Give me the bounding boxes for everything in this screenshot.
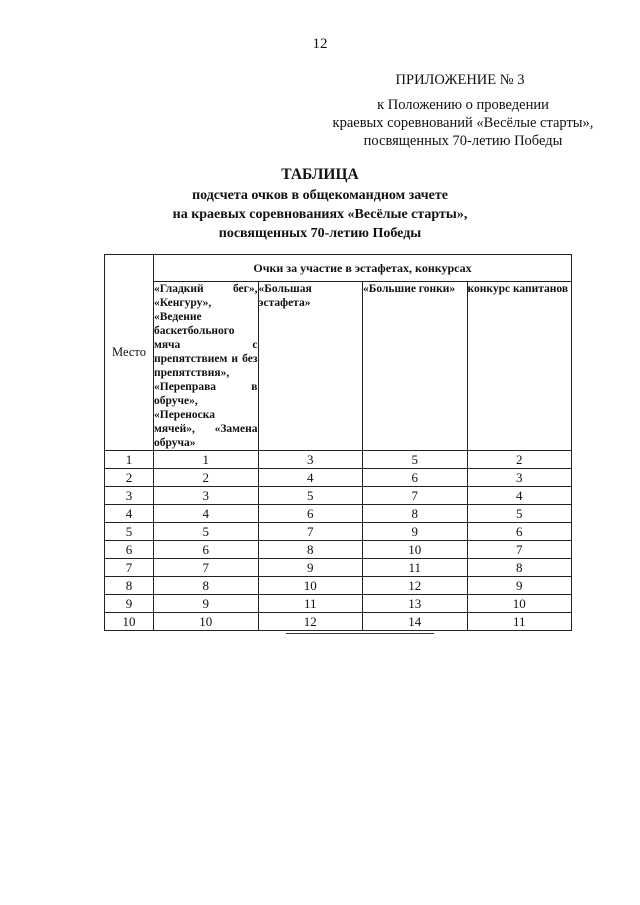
event-header: «Гладкий бег», «Кенгуру», «Ведение баскетбольного мяча с препятствием и без препятствия», «Переправа в обруче», «Переноска мячей», «Замена обруча» xyxy=(154,283,258,449)
appendix-subtitle xyxy=(318,96,608,150)
points-cell: 4 xyxy=(467,487,572,505)
footer-divider xyxy=(286,633,434,634)
points-cell: 14 xyxy=(363,613,468,631)
points-cell: 4 xyxy=(154,505,259,523)
points-cell: 3 xyxy=(154,487,259,505)
points-cell: 12 xyxy=(363,577,468,595)
points-cell: 9 xyxy=(467,577,572,595)
appendix-line: посвященных 70-летию Победы xyxy=(363,133,563,149)
points-cell: 6 xyxy=(154,541,259,559)
heading-line: посвященных 70-летию Победы xyxy=(218,226,422,241)
points-cell: 7 xyxy=(363,487,468,505)
table-row xyxy=(105,577,572,595)
place-cell: 10 xyxy=(105,613,154,631)
points-cell: 7 xyxy=(154,559,259,577)
place-cell: 5 xyxy=(105,523,154,541)
place-cell: 8 xyxy=(105,577,154,595)
event-header: «Большая эстафета» xyxy=(258,282,363,451)
points-cell: 5 xyxy=(363,451,468,469)
group-header: Очки за участие в эстафетах, конкурсах xyxy=(154,255,572,282)
table-row xyxy=(105,523,572,541)
place-cell: 7 xyxy=(105,559,154,577)
heading-title: ТАБЛИЦА xyxy=(281,166,359,183)
event-header: «Большие гонки» xyxy=(363,282,468,451)
heading-line: на краевых соревнованиях «Весёлые старты», xyxy=(172,207,468,222)
table-row xyxy=(105,559,572,577)
points-cell: 9 xyxy=(363,523,468,541)
points-cell: 5 xyxy=(467,505,572,523)
points-cell: 3 xyxy=(467,469,572,487)
document-heading xyxy=(0,164,640,243)
appendix-line: краевых соревнований «Весёлые старты», xyxy=(332,115,594,131)
points-cell: 11 xyxy=(467,613,572,631)
points-cell: 8 xyxy=(154,577,259,595)
points-cell: 6 xyxy=(363,469,468,487)
points-cell: 9 xyxy=(258,559,363,577)
points-cell: 4 xyxy=(258,469,363,487)
heading-line: подсчета очков в общекомандном зачете xyxy=(192,188,448,203)
points-cell: 7 xyxy=(467,541,572,559)
place-cell: 9 xyxy=(105,595,154,613)
points-cell: 8 xyxy=(258,541,363,559)
points-cell: 3 xyxy=(258,451,363,469)
points-cell: 8 xyxy=(363,505,468,523)
table-row xyxy=(105,505,572,523)
scoring-table xyxy=(104,254,572,631)
table-row xyxy=(105,595,572,613)
points-cell: 10 xyxy=(154,613,259,631)
page-number: 12 xyxy=(312,36,328,52)
table-row xyxy=(105,487,572,505)
points-cell: 2 xyxy=(154,469,259,487)
table-row xyxy=(105,451,572,469)
place-cell: 6 xyxy=(105,541,154,559)
event-header: конкурс капитанов xyxy=(467,282,572,451)
points-cell: 5 xyxy=(154,523,259,541)
points-cell: 2 xyxy=(467,451,572,469)
table-body xyxy=(105,451,572,631)
table-row xyxy=(105,541,572,559)
points-cell: 5 xyxy=(258,487,363,505)
place-header: Место xyxy=(105,255,154,451)
table-row xyxy=(105,469,572,487)
points-cell: 11 xyxy=(363,559,468,577)
points-cell: 7 xyxy=(258,523,363,541)
points-cell: 10 xyxy=(258,577,363,595)
place-cell: 4 xyxy=(105,505,154,523)
points-cell: 6 xyxy=(258,505,363,523)
place-cell: 3 xyxy=(105,487,154,505)
table-row xyxy=(105,613,572,631)
points-cell: 9 xyxy=(154,595,259,613)
points-cell: 13 xyxy=(363,595,468,613)
points-cell: 8 xyxy=(467,559,572,577)
place-cell: 1 xyxy=(105,451,154,469)
appendix-title: ПРИЛОЖЕНИЕ № 3 xyxy=(395,72,525,88)
place-cell: 2 xyxy=(105,469,154,487)
points-cell: 1 xyxy=(154,451,259,469)
points-cell: 6 xyxy=(467,523,572,541)
appendix-line: к Положению о проведении xyxy=(377,97,549,113)
points-cell: 12 xyxy=(258,613,363,631)
points-cell: 10 xyxy=(467,595,572,613)
points-cell: 11 xyxy=(258,595,363,613)
points-cell: 10 xyxy=(363,541,468,559)
